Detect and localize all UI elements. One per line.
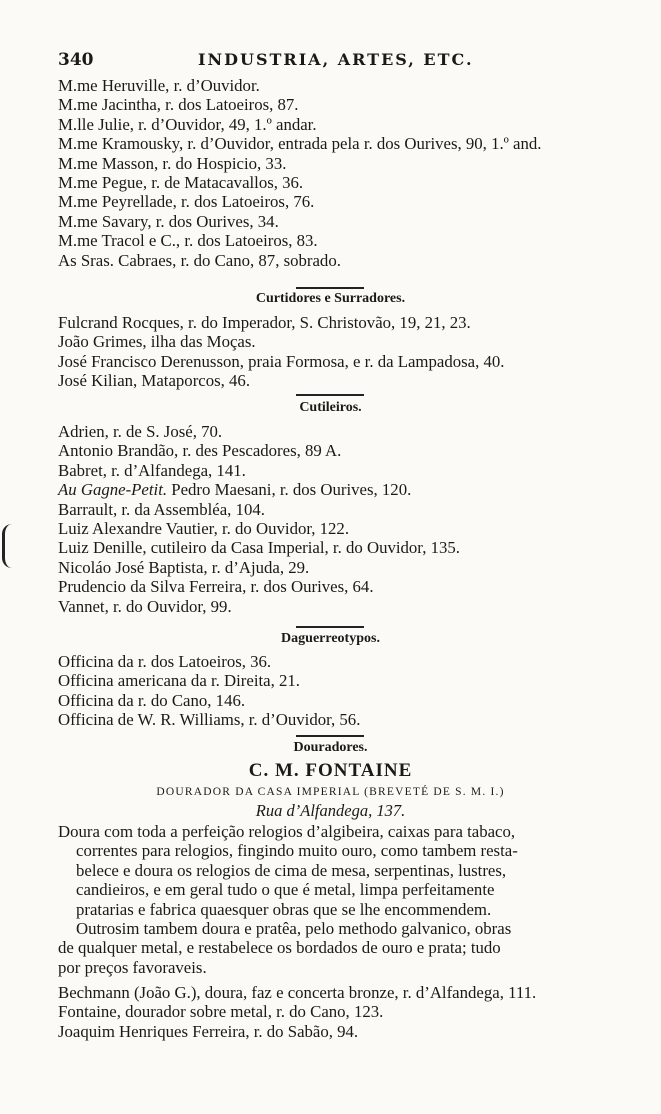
shop-name: Au Gagne-Petit.: [58, 480, 168, 500]
list-item: Bechmann (João G.), doura, faz e concerta bronze, r. d’Alfandega, 111.: [58, 983, 537, 1002]
ad-line: por preços favoraveis.: [58, 957, 207, 977]
heading-cutileiros: Cutileiros.: [299, 400, 362, 415]
list-curtidores: [58, 313, 638, 391]
list-item: Vannet, r. do Ouvidor, 99.: [58, 596, 232, 616]
list-item: As Sras. Cabraes, r. do Cano, 87, sobrado.: [58, 250, 341, 270]
list-item: Adrien, r. de S. José, 70.: [58, 422, 223, 441]
ad-line: de qualquer metal, e restabelece os bordados de ouro e prata; tudo: [58, 938, 501, 958]
list-item: Officina de W. R. Williams, r. d’Ouvidor, 56.: [58, 710, 361, 730]
section-rule: [296, 287, 364, 289]
heading-douradores: Douradores.: [293, 740, 368, 755]
list-item: Luiz Denille, cutileiro da Casa Imperial, r. do Ouvidor, 135.: [58, 538, 460, 558]
ad-line: correntes para relogios, fingindo muito ouro, como tambem resta-: [76, 841, 518, 861]
ad-subtitle: DOURADOR DA CASA IMPERIAL (BREVETÉ DE S. M. I.): [156, 786, 505, 798]
list-item: Nicoláo José Baptista, r. d’Ajuda, 29.: [58, 557, 310, 577]
list-item: M.me Masson, r. do Hospicio, 33.: [58, 153, 287, 173]
list-item: José Francisco Derenusson, praia Formosa, e r. da Lampadosa, 40.: [58, 351, 505, 371]
list-item: Barrault, r. da Assembléa, 104.: [58, 499, 265, 519]
list-douradores: [58, 983, 638, 1041]
list-item: M.me Tracol e C., r. dos Latoeiros, 83.: [58, 231, 318, 251]
list-item: Fulcrand Rocques, r. do Imperador, S. Christovão, 19, 21, 23.: [58, 313, 471, 332]
section-rule: [296, 626, 364, 628]
heading-daguerreotypos: Daguerreotypos.: [281, 631, 380, 646]
list-item: Officina da r. do Cano, 146.: [58, 690, 246, 710]
list-item: Babret, r. d’Alfandega, 141.: [58, 460, 246, 480]
list-item: M.lle Julie, r. d’Ouvidor, 49, 1.º andar.: [58, 114, 317, 134]
ad-line: pratarias e fabrica quaesquer obras que se lhe encommendem.: [76, 899, 492, 919]
ad-line: belece e doura os relogios de cima de mesa, serpentinas, lustres,: [76, 860, 507, 880]
ad-title: C. M. FONTAINE: [248, 760, 413, 781]
list-item: Antonio Brandão, r. des Pescadores, 89 A.: [58, 441, 342, 461]
ad-line: Outrosim tambem doura e pratêa, pelo methodo galvanico, obras: [76, 919, 512, 939]
list-item: Officina da r. dos Latoeiros, 36.: [58, 652, 272, 671]
list-item: M.me Peyrellade, r. dos Latoeiros, 76.: [58, 192, 315, 212]
list-modistas: [58, 76, 638, 270]
list-item: M.me Heruville, r. d’Ouvidor.: [58, 76, 260, 95]
section-rule: [296, 394, 364, 396]
ad-address: Rua d’Alfandega, 137.: [255, 801, 406, 820]
running-title: INDUSTRIA, ARTES, ETC.: [198, 50, 474, 69]
list-item: M.me Kramousky, r. d’Ouvidor, entrada pela r. dos Ourives, 90, 1.º and.: [58, 134, 542, 154]
list-item: Fontaine, dourador sobre metal, r. do Cano, 123.: [58, 1002, 384, 1022]
list-item: José Kilian, Mataporcos, 46.: [58, 371, 251, 391]
ad-paragraph: [58, 822, 618, 977]
list-cutileiros: [58, 422, 638, 616]
list-daguerreotypos: [58, 652, 638, 730]
ad-line: candieiros, e em geral tudo o que é metal, limpa perfeitamente: [76, 880, 495, 900]
list-item: Officina americana da r. Direita, 21.: [58, 671, 300, 691]
list-item: M.me Jacintha, r. dos Latoeiros, 87.: [58, 95, 299, 115]
section-rule: [296, 735, 364, 737]
shop-detail: Pedro Maesani, r. dos Ourives, 120.: [167, 480, 412, 500]
list-item: M.me Pegue, r. de Matacavallos, 36.: [58, 173, 304, 193]
heading-curtidores: Curtidores e Surradores.: [255, 291, 406, 306]
list-item: M.me Savary, r. dos Ourives, 34.: [58, 211, 279, 231]
list-item: Joaquim Henriques Ferreira, r. do Sabão, 94.: [58, 1021, 359, 1041]
list-item: Prudencio da Silva Ferreira, r. dos Ourives, 64.: [58, 577, 374, 597]
page-number: 340: [58, 50, 94, 70]
list-item: Luiz Alexandre Vautier, r. do Ouvidor, 122.: [58, 519, 350, 539]
ad-line: Doura com toda a perfeição relogios d’algibeira, caixas para tabaco,: [58, 822, 516, 841]
page-header: [58, 50, 618, 74]
list-item: João Grimes, ilha das Moças.: [58, 332, 256, 352]
page-edge-mark: [2, 524, 15, 568]
list-item: [58, 480, 638, 499]
